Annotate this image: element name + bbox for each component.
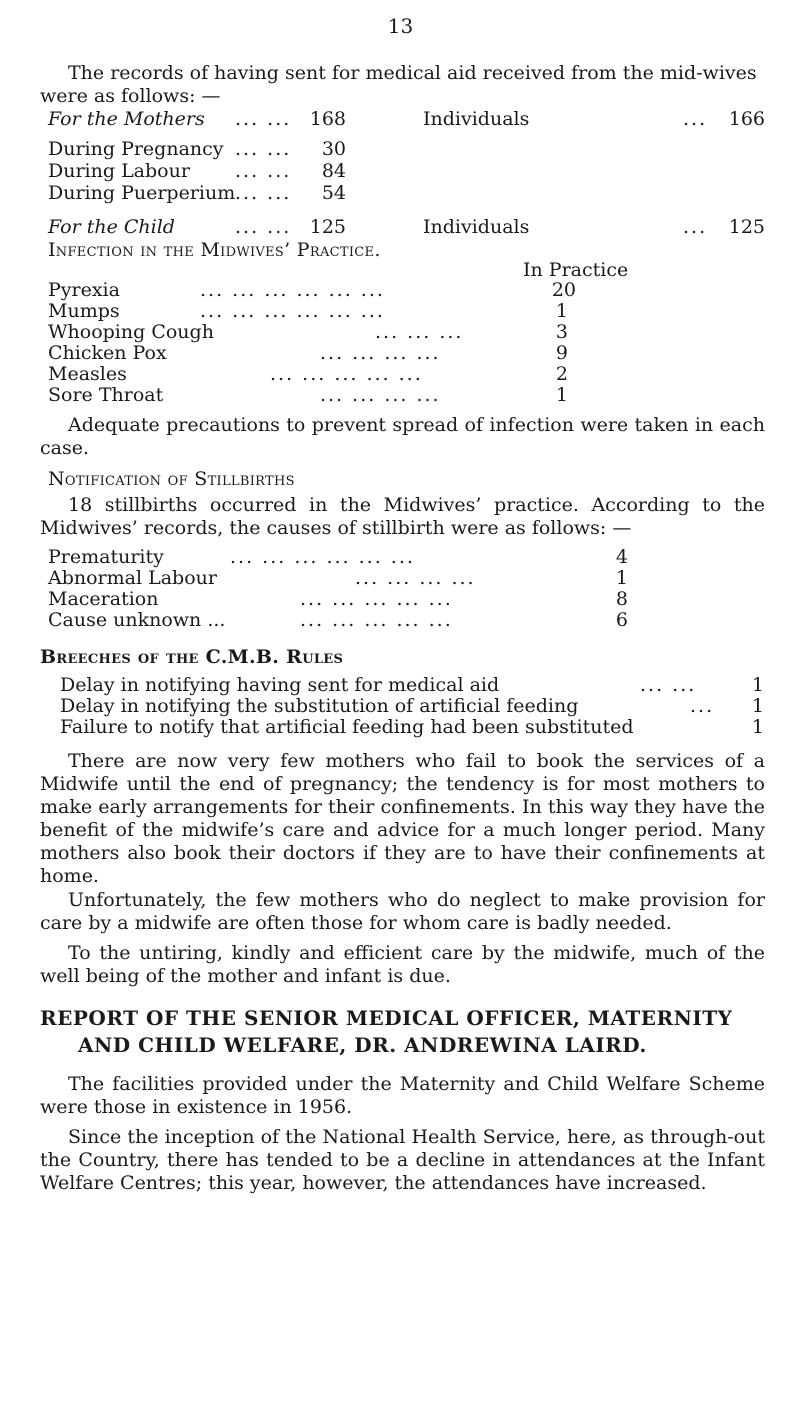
infection-row-value: 2: [555, 363, 568, 385]
infection-row-label: Sore Throat: [48, 384, 164, 406]
page-number: 13: [387, 14, 414, 38]
mothers-individuals-value: 166: [728, 108, 765, 130]
labour-label: During Labour: [48, 160, 190, 182]
breech-row-label: Failure to notify that artificial feeding had been substituted: [60, 716, 634, 738]
midwife-care-paragraph: To the untiring, kindly and efficient care by the midwife, much of the well being of the mother and infant is due.: [40, 942, 765, 987]
neglect-paragraph: Unfortunately, the few mothers who do neglect to make provision for care by a midwife are often those for whom care is badly needed.: [40, 889, 765, 934]
stillbirth-cause-value: 1: [615, 567, 628, 589]
infection-row-label: Pyrexia: [48, 279, 120, 301]
infection-row-value: 1: [555, 300, 568, 322]
breech-row-dots: ... ...: [640, 674, 697, 696]
stillbirth-cause-value: 8: [615, 588, 628, 610]
stillbirth-cause-value: 4: [615, 546, 628, 568]
breech-row-label: Delay in notifying having sent for medical aid: [60, 674, 500, 696]
stillbirth-cause-dots: ... ... ... ...: [355, 567, 476, 589]
facilities-paragraph: The facilities provided under the Maternity and Child Welfare Scheme were those in existence in 1956.: [40, 1073, 765, 1118]
puerperium-label: During Puerperium: [48, 182, 236, 204]
stillbirth-cause-label: Prematurity: [48, 546, 164, 568]
booking-paragraph: There are now very few mothers who fail to book the services of a Midwife until the end of pregnancy; the tendency is for most mothers to make early arrangements for their confinements. In this way they have the benefit of the midwife’s care and advice for a much longer period. Many mothers also book their doctors if they are to have their confinements at home.: [40, 750, 765, 887]
infection-row-dots: ... ... ... ...: [320, 384, 441, 406]
infection-row-dots: ... ... ...: [375, 321, 464, 343]
puerperium-dots: ... ...: [235, 182, 292, 204]
child-dots: ... ...: [235, 216, 292, 238]
child-individuals-value: 125: [728, 216, 765, 238]
mothers-dots: ... ...: [235, 108, 292, 130]
infection-row-label: Measles: [48, 363, 127, 385]
infection-row-dots: ... ... ... ... ...: [270, 363, 423, 385]
labour-value: 84: [321, 160, 346, 182]
breech-row-value: 1: [751, 695, 764, 717]
in-practice-header: In Practice: [523, 259, 629, 281]
mothers-individuals-dots: ...: [683, 108, 708, 130]
labour-dots: ... ...: [235, 160, 292, 182]
infection-row-dots: ... ... ... ... ... ...: [200, 300, 385, 322]
infection-row-value: 1: [555, 384, 568, 406]
nhs-paragraph: Since the inception of the National Health Service, here, as through-out the Country, there has tended to be a decline in attendances at the Infant Welfare Centres; this year, however, the attendances have increased.: [40, 1126, 765, 1194]
stillbirth-cause-value: 6: [615, 609, 628, 631]
infection-row-dots: ... ... ... ...: [320, 342, 441, 364]
infection-row-value: 9: [555, 342, 568, 364]
child-individuals-dots: ...: [683, 216, 708, 238]
pregnancy-label: During Pregnancy: [48, 138, 224, 160]
infection-row-value: 3: [555, 321, 568, 343]
child-label: For the Child: [48, 216, 175, 238]
pregnancy-value: 30: [321, 138, 346, 160]
intro-paragraph: The records of having sent for medical aid received from the mid-wives were as follows: —: [40, 62, 757, 107]
infection-row-label: Whooping Cough: [48, 321, 214, 343]
infection-row-label: Chicken Pox: [48, 342, 167, 364]
breech-row-value: 1: [751, 716, 764, 738]
breeches-heading: Breeches of the C.M.B. Rules: [40, 646, 344, 668]
infection-note: Adequate precautions to prevent spread of infection were taken in each case.: [40, 414, 765, 459]
breech-row-dots: ...: [690, 695, 715, 717]
mothers-label: For the Mothers: [48, 108, 205, 130]
breech-row-label: Delay in notifying the substitution of artificial feeding: [60, 695, 579, 717]
stillbirth-cause-dots: ... ... ... ... ...: [300, 588, 453, 610]
stillbirths-text: 18 stillbirths occurred in the Midwives’ practice. According to the Midwives’ records, the causes of stillbirth were as follows: —: [40, 494, 765, 539]
stillbirth-cause-dots: ... ... ... ... ... ...: [230, 546, 415, 568]
infection-heading: Infection in the Midwives’ Practice.: [48, 239, 381, 261]
puerperium-value: 54: [321, 182, 346, 204]
infection-row-value: 20: [551, 279, 576, 301]
stillbirth-cause-label: Abnormal Labour: [48, 567, 217, 589]
stillbirth-cause-dots: ... ... ... ... ...: [300, 609, 453, 631]
child-total: 125: [309, 216, 346, 238]
report-heading-line1: REPORT OF THE SENIOR MEDICAL OFFICER, MATERNITY: [40, 1006, 733, 1030]
report-heading-line2: AND CHILD WELFARE, DR. ANDREWINA LAIRD.: [78, 1033, 647, 1057]
stillbirth-cause-label: Cause unknown ...: [48, 609, 226, 631]
stillbirth-cause-label: Maceration: [48, 588, 159, 610]
infection-row-dots: ... ... ... ... ... ...: [200, 279, 385, 301]
infection-row-label: Mumps: [48, 300, 120, 322]
breech-row-value: 1: [751, 674, 764, 696]
mothers-individuals-label: Individuals: [423, 108, 530, 130]
pregnancy-dots: ... ...: [235, 138, 292, 160]
child-individuals-label: Individuals: [423, 216, 530, 238]
mothers-total: 168: [309, 108, 346, 130]
stillbirths-heading: Notification of Stillbirths: [48, 468, 295, 490]
